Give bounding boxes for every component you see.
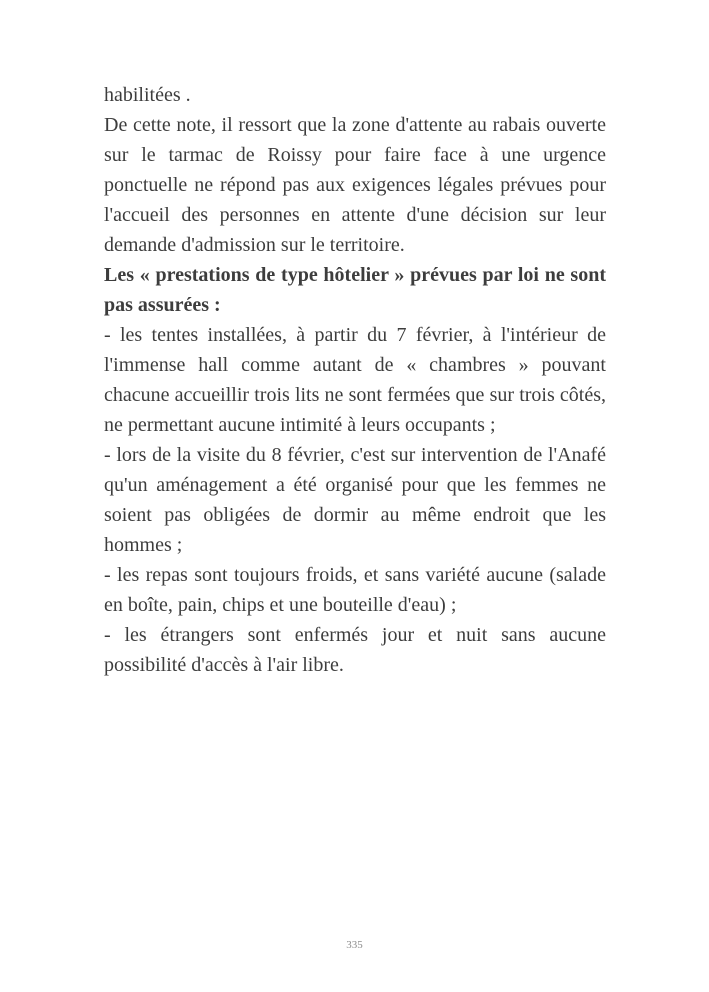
paragraph-note-summary: De cette note, il ressort que la zone d'attente au rabais ouverte sur le tarmac de Roissy pour faire face à une urgence ponctuelle ne répond pas aux exigences légales prévues pour l'accueil des personnes en attente d'une décision sur leur demande d'admission sur le territoire.: [104, 114, 606, 256]
paragraph-fragment-end: habilitées .: [104, 84, 191, 106]
list-item-etrangers: - les étrangers sont enfermés jour et nuit sans aucune possibilité d'accès à l'air libre.: [104, 624, 606, 676]
list-item-tentes: - les tentes installées, à partir du 7 février, à l'intérieur de l'immense hall comme autant de « chambres » pouvant chacune accueillir trois lits ne sont fermées que sur trois côtés, ne permettant aucune intimité à leurs occupants ;: [104, 324, 606, 436]
page-number: 335: [346, 939, 363, 951]
list-item-visite: - lors de la visite du 8 février, c'est sur intervention de l'Anafé qu'un aménagement a été organisé pour que les femmes ne soient pas obligées de dormir au même endroit que les hommes ;: [104, 444, 606, 556]
section-heading: Les « prestations de type hôtelier » prévues par loi ne sont pas assurées :: [104, 264, 606, 316]
list-item-repas: - les repas sont toujours froids, et sans variété aucune (salade en boîte, pain, chips et une bouteille d'eau) ;: [104, 564, 606, 616]
page-text-block: [104, 80, 606, 680]
